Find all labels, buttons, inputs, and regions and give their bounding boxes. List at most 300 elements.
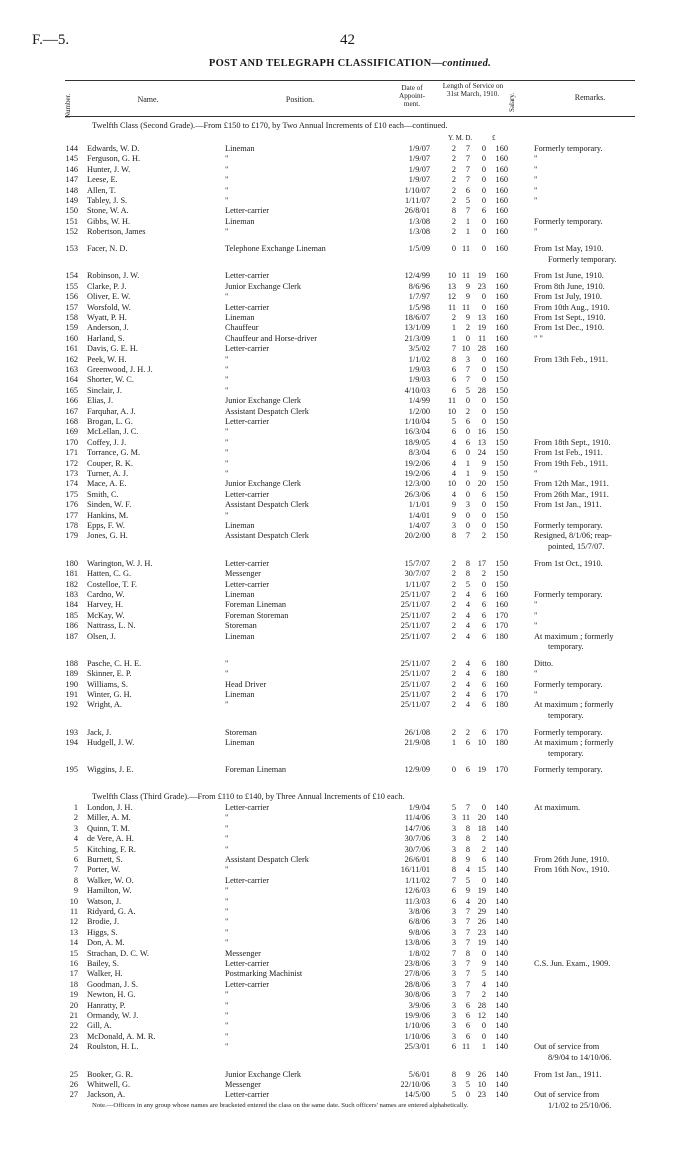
row-position: "	[225, 164, 229, 174]
row-years: 4	[451, 437, 456, 447]
row-date: 19/2/06	[404, 458, 430, 468]
row-days: 2	[481, 990, 486, 1000]
row-months: 4	[465, 610, 470, 620]
table-row	[0, 611, 700, 621]
row-months: 8	[465, 834, 470, 844]
row-number: 168	[65, 417, 78, 426]
row-number: 162	[65, 354, 78, 364]
row-salary: 170	[495, 690, 508, 699]
row-name: Olsen, J.	[87, 631, 116, 641]
row-months: 0	[465, 1090, 470, 1100]
row-salary: 160	[495, 344, 508, 354]
row-remarks: At maximum ; formerly	[534, 631, 614, 641]
row-remarks-continued: temporary.	[548, 710, 584, 720]
row-years: 6	[451, 427, 456, 437]
row-salary: 170	[495, 610, 508, 620]
row-position: "	[225, 510, 229, 520]
row-number: 2	[73, 813, 78, 823]
row-months: 6	[465, 765, 470, 775]
row-days: 9	[481, 469, 486, 478]
row-salary: 160	[495, 216, 508, 226]
row-date: 12/6/03	[404, 886, 430, 896]
row-number: 164	[65, 375, 78, 385]
row-years: 7	[451, 948, 456, 958]
row-name: Hatten, C. G.	[87, 569, 132, 579]
row-years: 3	[451, 521, 456, 530]
row-number: 185	[65, 610, 78, 620]
row-number: 189	[65, 669, 78, 679]
row-years: 2	[451, 727, 456, 737]
row-salary: 180	[495, 658, 508, 668]
row-years: 9	[451, 500, 456, 510]
row-days: 28	[477, 1000, 486, 1010]
row-months: 3	[465, 354, 470, 364]
row-name: Couper, R. K.	[87, 458, 133, 468]
pound-header: £	[492, 134, 496, 142]
table-row	[0, 738, 700, 748]
table-row	[0, 469, 700, 479]
table-row	[0, 500, 700, 510]
row-date: 25/11/07	[400, 679, 430, 689]
row-salary: 140	[495, 855, 508, 864]
row-position: "	[225, 823, 229, 833]
row-years: 6	[451, 365, 456, 374]
row-name: Booker, G. R.	[87, 1069, 133, 1079]
row-date: 21/9/08	[404, 738, 430, 748]
table-row	[0, 244, 700, 254]
row-number: 150	[65, 206, 78, 216]
row-months: 8	[465, 823, 470, 833]
row-name: Gibbs, W. H.	[87, 216, 131, 226]
row-remarks: "	[534, 669, 538, 679]
row-years: 11	[448, 302, 456, 312]
row-date: 1/7/97	[408, 292, 430, 302]
row-position: "	[225, 175, 229, 185]
row-remarks: From 1st Sept., 1910.	[534, 313, 606, 322]
row-date: 20/2/00	[404, 531, 430, 541]
row-years: 2	[451, 185, 456, 195]
row-months: 1	[465, 216, 470, 226]
row-salary: 160	[495, 281, 508, 291]
row-years: 5	[451, 417, 456, 426]
table-row	[0, 1032, 700, 1042]
row-date: 3/9/06	[408, 1000, 430, 1010]
row-days: 0	[481, 579, 486, 589]
row-name: McLellan, J. C.	[87, 427, 139, 437]
row-date: 25/11/07	[400, 700, 430, 710]
row-position: Foreman Storeman	[225, 610, 289, 620]
row-months: 4	[465, 621, 470, 631]
row-number: 16	[69, 959, 78, 968]
row-name: Ridyard, G. A.	[87, 907, 136, 916]
ymd-header: Y. M. D.	[448, 134, 473, 142]
row-number: 186	[65, 621, 78, 631]
row-number: 5	[73, 844, 78, 854]
row-position: Letter-carrier	[225, 417, 270, 426]
row-years: 2	[451, 621, 456, 631]
row-days: 20	[477, 896, 486, 906]
row-days: 0	[481, 227, 486, 237]
row-months: 5	[465, 875, 470, 885]
row-days: 13	[477, 437, 486, 447]
table-row	[0, 897, 700, 907]
row-position: Assistant Despatch Clerk	[225, 500, 309, 510]
col-number-header: Number.	[64, 93, 72, 118]
row-position: Letter-carrier	[225, 302, 270, 312]
row-salary: 140	[495, 865, 508, 875]
row-days: 16	[477, 427, 486, 437]
row-position: "	[225, 448, 229, 458]
row-name: Skinner, E. P.	[87, 669, 132, 679]
row-date: 18/6/07	[404, 313, 430, 322]
row-months: 7	[465, 990, 470, 1000]
row-salary: 150	[495, 427, 508, 437]
row-number: 11	[70, 907, 78, 916]
row-remarks: From 1st Jan., 1911.	[534, 500, 602, 510]
row-remarks: "	[534, 164, 538, 174]
table-row	[0, 765, 700, 775]
table-row	[0, 1011, 700, 1021]
table-row	[0, 227, 700, 237]
row-name: Roulston, H. L.	[87, 1042, 139, 1052]
row-remarks: C.S. Jun. Exam., 1909.	[534, 959, 611, 968]
row-date: 12/3/00	[404, 479, 430, 489]
row-date: 1/4/07	[408, 521, 430, 530]
row-remarks: Out of service from	[534, 1090, 600, 1100]
row-position: "	[225, 1042, 229, 1052]
row-number: 1	[73, 803, 78, 812]
row-remarks: From 19th Feb., 1911.	[534, 458, 608, 468]
row-months: 7	[465, 365, 470, 374]
row-position: "	[225, 354, 229, 364]
row-days: 6	[481, 489, 486, 499]
row-number: 180	[65, 558, 78, 568]
row-days: 0	[481, 354, 486, 364]
row-years: 6	[451, 448, 456, 458]
row-years: 2	[451, 216, 456, 226]
row-date: 1/3/08	[408, 216, 430, 226]
row-months: 11	[462, 271, 470, 281]
table-row	[0, 271, 700, 281]
row-remarks: From 13th Feb., 1911.	[534, 354, 608, 364]
row-years: 6	[451, 385, 456, 395]
table-row	[0, 531, 700, 541]
row-name: Winter, G. H.	[87, 690, 132, 699]
row-position: Foreman Lineman	[225, 765, 287, 775]
row-date: 30/7/06	[404, 844, 430, 854]
row-years: 13	[447, 281, 456, 291]
row-salary: 140	[495, 813, 508, 823]
row-years: 2	[451, 144, 456, 153]
table-row	[0, 928, 700, 938]
row-name: Sinclair, J.	[87, 385, 122, 395]
row-date: 28/8/06	[404, 979, 430, 989]
row-date: 1/4/01	[408, 510, 430, 520]
table-row	[0, 206, 700, 216]
row-number: 155	[65, 281, 78, 291]
table-row	[0, 1001, 700, 1011]
row-date: 1/10/06	[404, 1021, 430, 1031]
row-number: 154	[65, 271, 78, 281]
row-number: 8	[73, 875, 78, 885]
row-name: Robinson, J. W.	[87, 271, 140, 281]
row-salary: 160	[495, 354, 508, 364]
row-days: 0	[481, 154, 486, 164]
row-remarks: Formerly temporary.	[534, 765, 603, 775]
row-salary: 140	[495, 1042, 508, 1052]
table-row	[0, 1080, 700, 1090]
row-salary: 140	[495, 875, 508, 885]
row-position: Messenger	[225, 948, 261, 958]
row-years: 6	[451, 896, 456, 906]
row-months: 8	[465, 558, 470, 568]
row-months: 2	[465, 323, 470, 333]
row-months: 7	[465, 206, 470, 216]
row-number: 173	[65, 469, 78, 478]
row-name: Porter, W.	[87, 865, 121, 875]
row-number: 187	[65, 631, 78, 641]
row-months: 0	[465, 479, 470, 489]
row-months: 2	[465, 406, 470, 416]
row-name: Goodman, J. S.	[87, 979, 138, 989]
row-position: "	[225, 886, 229, 896]
row-remarks: From 26th Mar., 1911.	[534, 489, 609, 499]
row-position: Lineman	[225, 690, 255, 699]
row-position: "	[225, 927, 229, 937]
row-name: Higgs, S.	[87, 927, 118, 937]
row-months: 5	[465, 579, 470, 589]
row-years: 0	[451, 765, 456, 775]
row-years: 3	[451, 823, 456, 833]
row-days: 19	[477, 765, 486, 775]
row-years: 2	[451, 196, 456, 205]
row-name: de Vere, A. H.	[87, 834, 134, 844]
row-salary: 140	[495, 917, 508, 927]
row-name: Peek, W. H.	[87, 354, 127, 364]
row-months: 11	[462, 302, 470, 312]
row-date: 1/10/04	[404, 417, 430, 426]
row-salary: 160	[495, 144, 508, 153]
row-days: 12	[477, 1011, 486, 1020]
row-salary: 150	[495, 406, 508, 416]
row-salary: 160	[495, 313, 508, 322]
table-row	[0, 680, 700, 690]
row-days: 0	[481, 196, 486, 205]
col-position-header: Position.	[285, 95, 315, 104]
row-years: 3	[451, 844, 456, 854]
row-days: 6	[481, 727, 486, 737]
row-days: 23	[477, 1090, 486, 1100]
row-date: 26/6/01	[404, 855, 430, 864]
row-remarks-continued: Formerly temporary.	[548, 254, 617, 264]
row-date: 12/9/09	[404, 765, 430, 775]
row-months: 9	[465, 886, 470, 896]
table-row	[0, 459, 700, 469]
table-row	[0, 375, 700, 385]
row-days: 0	[481, 375, 486, 385]
row-date: 11/4/06	[404, 813, 430, 823]
row-position: Head Driver	[225, 679, 267, 689]
row-salary: 160	[495, 164, 508, 174]
row-remarks: Formerly temporary.	[534, 589, 603, 599]
row-remarks: Formerly temporary.	[534, 216, 603, 226]
row-name: Robertson, James	[87, 227, 146, 237]
row-months: 0	[465, 489, 470, 499]
row-number: 148	[65, 185, 78, 195]
row-name: Wyatt, P. H.	[87, 313, 127, 322]
row-position: "	[225, 844, 229, 854]
row-number: 192	[65, 700, 78, 710]
row-days: 0	[481, 1021, 486, 1031]
row-days: 23	[477, 281, 486, 291]
document-title	[0, 58, 700, 69]
row-remarks: "	[534, 610, 538, 620]
row-years: 2	[451, 631, 456, 641]
row-salary: 140	[495, 938, 508, 948]
row-years: 3	[451, 1021, 456, 1031]
row-months: 4	[465, 669, 470, 679]
row-salary: 140	[495, 1079, 508, 1089]
row-date: 1/3/08	[408, 227, 430, 237]
row-position: Letter-carrier	[225, 344, 270, 354]
row-years: 0	[451, 244, 456, 254]
row-months: 9	[465, 1069, 470, 1079]
row-position: "	[225, 700, 229, 710]
table-row	[0, 980, 700, 990]
row-months: 8	[465, 948, 470, 958]
row-months: 4	[465, 631, 470, 641]
row-remarks: "	[534, 690, 538, 699]
row-days: 0	[481, 302, 486, 312]
row-years: 2	[451, 227, 456, 237]
row-days: 9	[481, 959, 486, 968]
table-row	[0, 845, 700, 855]
row-name: Ferguson, G. H.	[87, 154, 141, 164]
table-row-continuation	[0, 542, 700, 552]
row-number: 9	[73, 886, 78, 896]
row-name: Turner, A. J.	[87, 469, 129, 478]
row-months: 7	[465, 907, 470, 916]
row-months: 6	[465, 437, 470, 447]
row-position: Assistant Despatch Clerk	[225, 531, 309, 541]
row-months: 1	[465, 227, 470, 237]
col-name-header: Name.	[137, 95, 159, 104]
row-date: 1/1/01	[408, 500, 430, 510]
row-months: 7	[465, 979, 470, 989]
row-months: 0	[465, 396, 470, 406]
row-months: 4	[465, 589, 470, 599]
row-remarks: Formerly temporary.	[534, 679, 603, 689]
row-days: 0	[481, 803, 486, 812]
row-months: 4	[465, 700, 470, 710]
row-name: Tabley, J. S.	[87, 196, 128, 205]
row-date: 12/4/99	[404, 271, 430, 281]
row-salary: 140	[495, 969, 508, 979]
row-number: 170	[65, 437, 78, 447]
row-number: 24	[69, 1042, 78, 1052]
row-name: Watson, J.	[87, 896, 122, 906]
row-years: 2	[451, 700, 456, 710]
row-number: 176	[65, 500, 78, 510]
row-number: 188	[65, 658, 78, 668]
table-row	[0, 669, 700, 679]
row-position: Telephone Exchange Lineman	[225, 244, 326, 254]
row-days: 0	[481, 521, 486, 530]
row-position: Lineman	[225, 589, 255, 599]
col-remarks-header: Remarks.	[574, 93, 606, 102]
row-name: Elias, J.	[87, 396, 114, 406]
row-name: Clarke, P. J.	[87, 281, 127, 291]
footnote: Note.—Officers in any group whose names are bracketed entered the class on the same date. Such officers' names are entered alphabetically.	[92, 1102, 469, 1109]
row-days: 9	[481, 458, 486, 468]
table-row	[0, 559, 700, 569]
row-salary: 150	[495, 458, 508, 468]
row-salary: 150	[495, 437, 508, 447]
row-number: 149	[65, 196, 78, 205]
row-name: Allen, T.	[87, 185, 116, 195]
row-days: 0	[481, 500, 486, 510]
table-row	[0, 292, 700, 302]
row-salary: 150	[495, 479, 508, 489]
row-number: 160	[65, 333, 78, 343]
row-days: 24	[477, 448, 486, 458]
row-days: 0	[481, 1031, 486, 1041]
row-salary: 140	[495, 927, 508, 937]
row-name: Miller, A. M.	[87, 813, 131, 823]
row-date: 1/10/06	[404, 1031, 430, 1041]
row-number: 20	[69, 1000, 78, 1010]
row-days: 0	[481, 365, 486, 374]
row-date: 30/7/06	[404, 834, 430, 844]
table-row	[0, 834, 700, 844]
row-salary: 150	[495, 558, 508, 568]
table-row	[0, 344, 700, 354]
row-salary: 170	[495, 621, 508, 631]
row-salary: 180	[495, 631, 508, 641]
row-days: 2	[481, 834, 486, 844]
row-salary: 140	[495, 886, 508, 896]
row-days: 0	[481, 406, 486, 416]
row-months: 6	[465, 738, 470, 748]
row-date: 25/11/07	[400, 621, 430, 631]
row-name: Warington, W. J. H.	[87, 558, 153, 568]
row-name: Newton, H. G.	[87, 990, 136, 1000]
row-months: 0	[465, 448, 470, 458]
row-days: 0	[481, 875, 486, 885]
row-months: 0	[465, 427, 470, 437]
row-months: 0	[465, 333, 470, 343]
row-months: 5	[465, 385, 470, 395]
row-days: 0	[481, 216, 486, 226]
row-date: 16/11/01	[400, 865, 430, 875]
row-days: 6	[481, 855, 486, 864]
row-position: Messenger	[225, 569, 261, 579]
row-date: 25/11/07	[400, 589, 430, 599]
table-row	[0, 154, 700, 164]
row-months: 6	[465, 417, 470, 426]
row-date: 8/6/96	[408, 281, 430, 291]
header-rule-bottom	[65, 116, 635, 117]
row-months: 4	[465, 658, 470, 668]
table-row-continuation	[0, 642, 700, 652]
row-days: 0	[481, 164, 486, 174]
row-years: 2	[451, 610, 456, 620]
row-years: 6	[451, 375, 456, 385]
row-days: 17	[477, 558, 486, 568]
row-salary: 150	[495, 510, 508, 520]
table-row	[0, 1021, 700, 1031]
row-salary: 180	[495, 700, 508, 710]
